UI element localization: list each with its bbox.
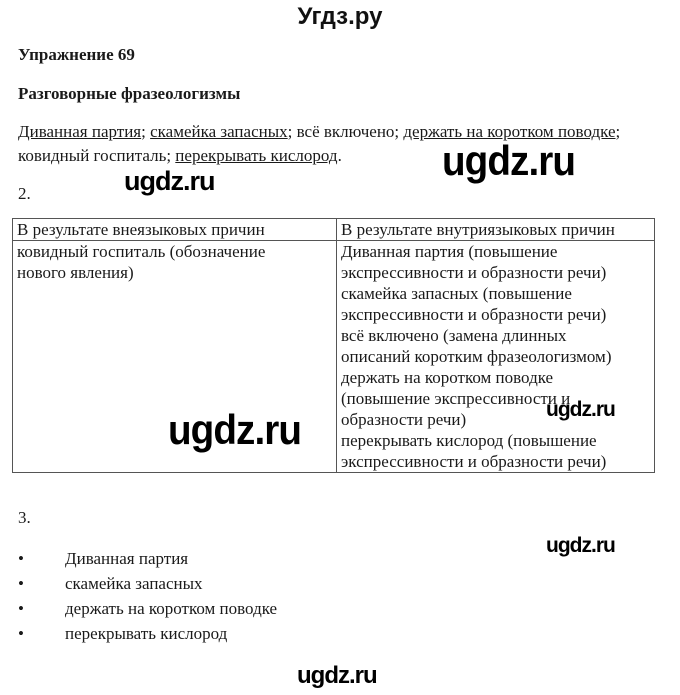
topic-heading: Разговорные фразеологизмы [18, 84, 241, 103]
watermark: ugdz.ru [297, 662, 377, 689]
table-header-row [13, 219, 655, 241]
list-item-text: Диванная партия [65, 549, 189, 568]
bullet-icon: • [18, 574, 24, 593]
list-item [18, 546, 277, 571]
cell-line: (повышение экспрессивности и [341, 389, 571, 408]
cell-line: перекрывать кислород (повышение [341, 431, 597, 450]
watermark: ugdz.ru [442, 137, 576, 184]
phrase-underlined: скамейка запасных [150, 122, 288, 141]
cell-line: экспрессивности и образности речи) [341, 452, 607, 471]
bullet-icon: • [18, 599, 24, 618]
site-title: Угдз.ру [297, 3, 383, 30]
phrase-underlined: Диванная партия [18, 122, 142, 141]
watermark: ugdz.ru [546, 534, 615, 557]
cell-line: держать на коротком поводке [341, 368, 554, 387]
section-number-2: 2. [18, 184, 31, 203]
watermark: ugdz.ru [124, 166, 215, 196]
list-item [18, 621, 277, 646]
cell-line: скамейка запасных (повышение [341, 284, 572, 303]
list-item-text: перекрывать кислород [65, 624, 228, 643]
table-header-external: В результате внеязыковых причин [13, 219, 337, 241]
list-item-text: держать на коротком поводке [65, 599, 278, 618]
list-item-text: скамейка запасных [65, 574, 203, 593]
phrase-underlined: перекрывать кислород [175, 146, 338, 165]
cell-line: экспрессивности и образности речи) [341, 263, 607, 282]
cell-line: описаний коротким фразеологизмом) [341, 347, 612, 366]
table-header-internal: В результате внутриязыковых причин [337, 219, 655, 241]
watermark: ugdz.ru [546, 398, 615, 421]
bullet-icon: • [18, 624, 24, 643]
phrase-separator: ; всё включено; [287, 122, 404, 141]
phrase-separator: ; [141, 122, 151, 141]
phrase-bullet-list [18, 546, 277, 646]
bullet-icon: • [18, 549, 24, 568]
exercise-title: Упражнение 69 [18, 45, 135, 64]
list-item [18, 571, 277, 596]
cell-line: образности речи) [341, 410, 467, 429]
cell-line: нового явления) [17, 263, 134, 282]
phrase-underlined: держать на коротком поводке [403, 122, 616, 141]
phrase-separator: . [337, 146, 342, 165]
cell-line: всё включено (замена длинных [341, 326, 567, 345]
list-item [18, 596, 277, 621]
cell-line: ковидный госпиталь (обозначение [17, 242, 266, 261]
table-row [13, 241, 655, 473]
cell-line: экспрессивности и образности речи) [341, 305, 607, 324]
phrase-separator: ; ковидный госпиталь; [18, 122, 621, 165]
cell-line: Диванная партия (повышение [341, 242, 558, 261]
section-number-3: 3. [18, 508, 31, 527]
classification-table [12, 218, 655, 473]
table-cell-internal [337, 241, 655, 473]
watermark: ugdz.ru [168, 406, 302, 453]
